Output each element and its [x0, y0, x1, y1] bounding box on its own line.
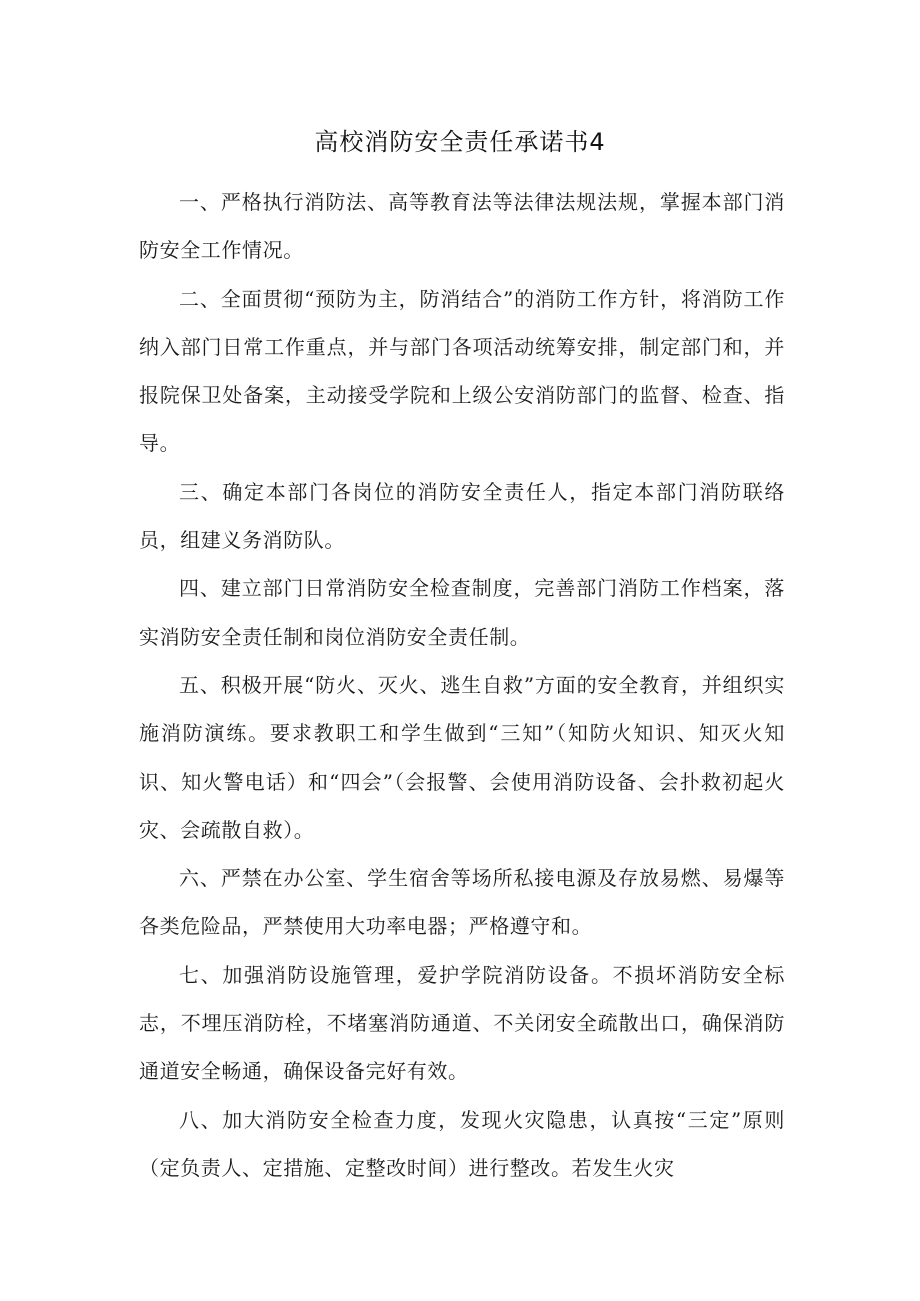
document-title: 高校消防安全责任承诺书4	[314, 128, 606, 156]
paragraph-2: 二、全面贯彻“预防为主，防消结合”的消防工作方针，将消防工作纳入部门日常工作重点，并与部门各项活动统筹安排，制定部门和，并报院保卫处备案，主动接受学院和上级公安消防部门的监督、检查、指导。	[139, 286, 785, 456]
paragraph-7: 七、加强消防设施管理，爱护学院消防设备。不损坏消防安全标志，不埋压消防栓，不堵塞消防通道、不关闭安全疏散出口，确保消防通道安全畅通，确保设备完好有效。	[139, 962, 785, 1084]
paragraph-3: 三、确定本部门各岗位的消防安全责任人，指定本部门消防联络员，组建义务消防队。	[139, 479, 785, 553]
paragraph-8: 八、加大消防安全检查力度，发现火灾隐患，认真按“三定”原则（定负责人、定措施、定整改时间）进行整改。若发生火灾	[139, 1107, 785, 1180]
paragraph-4: 四、建立部门日常消防安全检查制度，完善部门消防工作档案，落实消防安全责任制和岗位消防安全责任制。	[139, 576, 785, 649]
paragraph-1: 一、严格执行消防法、高等教育法等法律法规法规，掌握本部门消防安全工作情况。	[139, 190, 785, 263]
paragraph-6: 六、严禁在办公室、学生宿舍等场所私接电源及存放易燃、易爆等各类危险品，严禁使用大功率电器；严格遵守和。	[139, 866, 785, 939]
document-body	[139, 178, 785, 1192]
paragraph-5: 五、积极开展“防火、灭火、逃生自救”方面的安全教育，并组织实施消防演练。要求教职工和学生做到“三知”（知防火知识、知灭火知识、知火警电话）和“四会”（会报警、会使用消防设备、会扑救初起火灾、会疏散自救）。	[139, 672, 785, 842]
